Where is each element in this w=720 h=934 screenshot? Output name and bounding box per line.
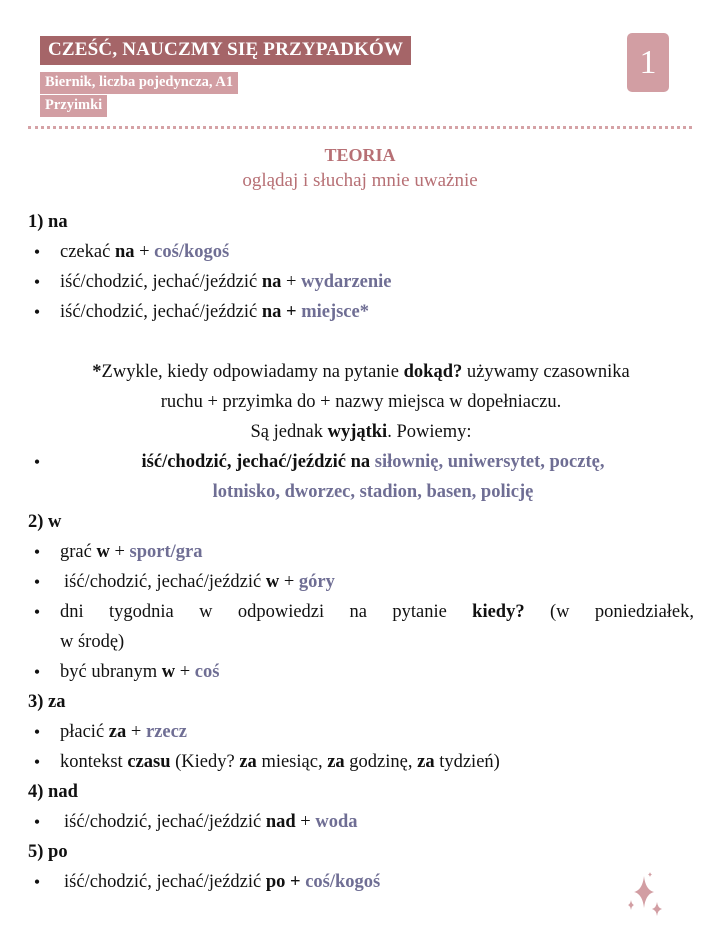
bullet	[32, 722, 42, 744]
bullet	[32, 452, 42, 474]
exception-line-1	[56, 452, 690, 473]
item-keyword: w	[265, 572, 280, 592]
item-text: miesiąc,	[256, 752, 328, 772]
item-keyword: za	[417, 752, 435, 772]
item-text: iść/chodzić, jechać/jeździć	[60, 302, 262, 322]
lesson-subtitle: Biernik, liczba pojedyncza, A1	[40, 72, 238, 94]
bullet	[32, 752, 42, 774]
item-plus: +	[175, 662, 195, 682]
bullet	[32, 542, 42, 564]
item-plus: +	[109, 542, 130, 562]
item-keyword: kiedy?	[472, 602, 525, 622]
item-highlight: coś	[194, 662, 220, 682]
note-text: używamy czasownika	[462, 362, 630, 382]
item-keyword: w	[96, 542, 110, 562]
item-plus: +	[279, 572, 299, 592]
item-highlight: wydarzenie	[301, 272, 392, 292]
item-highlight: rzecz	[145, 722, 188, 742]
item-keyword: na	[261, 272, 282, 292]
item-plus: +	[126, 722, 146, 742]
item-text: iść/chodzić, jechać/jeździć	[64, 572, 266, 592]
note-line-2: ruchu + przyimka do + nazwy miejsca w dopełniaczu.	[160, 392, 562, 412]
item-text: iść/chodzić, jechać/jeździć	[60, 272, 262, 292]
exception-places: siłownię, uniwersytet, pocztę,	[374, 452, 605, 472]
item-continuation: w środę)	[60, 632, 125, 652]
item-text: tydzień)	[434, 752, 500, 772]
note-keyword: dokąd?	[403, 362, 463, 382]
heading-w: 2) w	[28, 512, 62, 532]
bullet	[32, 302, 42, 324]
lesson-title: CZEŚĆ, NAUCZMY SIĘ PRZYPADKÓW	[40, 36, 411, 65]
note-text: Są jednak	[250, 422, 328, 442]
section-title: TEORIA	[324, 145, 396, 165]
heading-za: 3) za	[28, 692, 66, 712]
subtitle-wrap	[40, 72, 238, 94]
note-keyword: wyjątki	[327, 422, 388, 442]
item-text: (Kiedy?	[170, 752, 240, 772]
item-justified	[60, 602, 694, 623]
section-subtitle: oglądaj i słuchaj mnie uważnie	[242, 170, 478, 191]
item-text: iść/chodzić, jechać/jeździć	[64, 872, 266, 892]
item-highlight: sport/gra	[129, 542, 203, 562]
lesson-topic: Przyimki	[40, 95, 107, 117]
heading-nad: 4) nad	[28, 782, 78, 802]
page-number: 1	[627, 33, 669, 92]
item-plus: +	[134, 242, 155, 262]
item-plus: +	[281, 302, 302, 322]
item-text: (w poniedziałek,	[524, 602, 694, 622]
exception-line-2: lotnisko, dworzec, stadion, basen, policję	[212, 482, 534, 502]
item-text: iść/chodzić, jechać/jeździć	[64, 812, 266, 832]
note-line-1	[28, 362, 694, 383]
item-text: dni tygodnia w odpowiedzi na pytanie	[60, 602, 473, 622]
topic-wrap	[40, 95, 107, 117]
item-text: grać	[60, 542, 97, 562]
item-text: być ubranym	[60, 662, 162, 682]
item-plus: +	[285, 872, 306, 892]
note-text: . Powiemy:	[387, 422, 472, 442]
item-highlight: coś/kogoś	[305, 872, 381, 892]
bullet	[32, 272, 42, 294]
item-text: godzinę,	[344, 752, 418, 772]
item-keyword: na	[114, 242, 135, 262]
item-keyword: nad	[265, 812, 296, 832]
bullet	[32, 872, 42, 894]
bullet	[32, 812, 42, 834]
item-text: czekać	[60, 242, 115, 262]
bullet	[32, 602, 42, 624]
item-keyword: w	[161, 662, 176, 682]
heading-na: 1) na	[28, 212, 68, 232]
bullet	[32, 662, 42, 684]
item-text: kontekst	[60, 752, 128, 772]
dotted-divider	[28, 126, 692, 129]
note-line-3	[28, 422, 694, 443]
item-text: płacić	[60, 722, 109, 742]
item-highlight: góry	[298, 572, 335, 592]
item-keyword: po	[265, 872, 286, 892]
item-plus: +	[281, 272, 302, 292]
exception-verbs: iść/chodzić, jechać/jeździć na	[141, 452, 375, 472]
item-highlight: miejsce*	[301, 302, 369, 322]
item-keyword: na	[261, 302, 282, 322]
item-keyword: za	[327, 752, 345, 772]
sparkle-icon	[624, 872, 664, 920]
item-keyword: za	[239, 752, 257, 772]
item-keyword: za	[108, 722, 127, 742]
header	[40, 36, 411, 65]
item-highlight: coś/kogoś	[154, 242, 230, 262]
item-highlight: woda	[315, 812, 358, 832]
item-plus: +	[295, 812, 316, 832]
note-asterisk: *	[92, 362, 102, 382]
bullet	[32, 572, 42, 594]
item-keyword: czasu	[127, 752, 171, 772]
heading-po: 5) po	[28, 842, 68, 862]
bullet	[32, 242, 42, 264]
note-text: Zwykle, kiedy odpowiadamy na pytanie	[101, 362, 404, 382]
